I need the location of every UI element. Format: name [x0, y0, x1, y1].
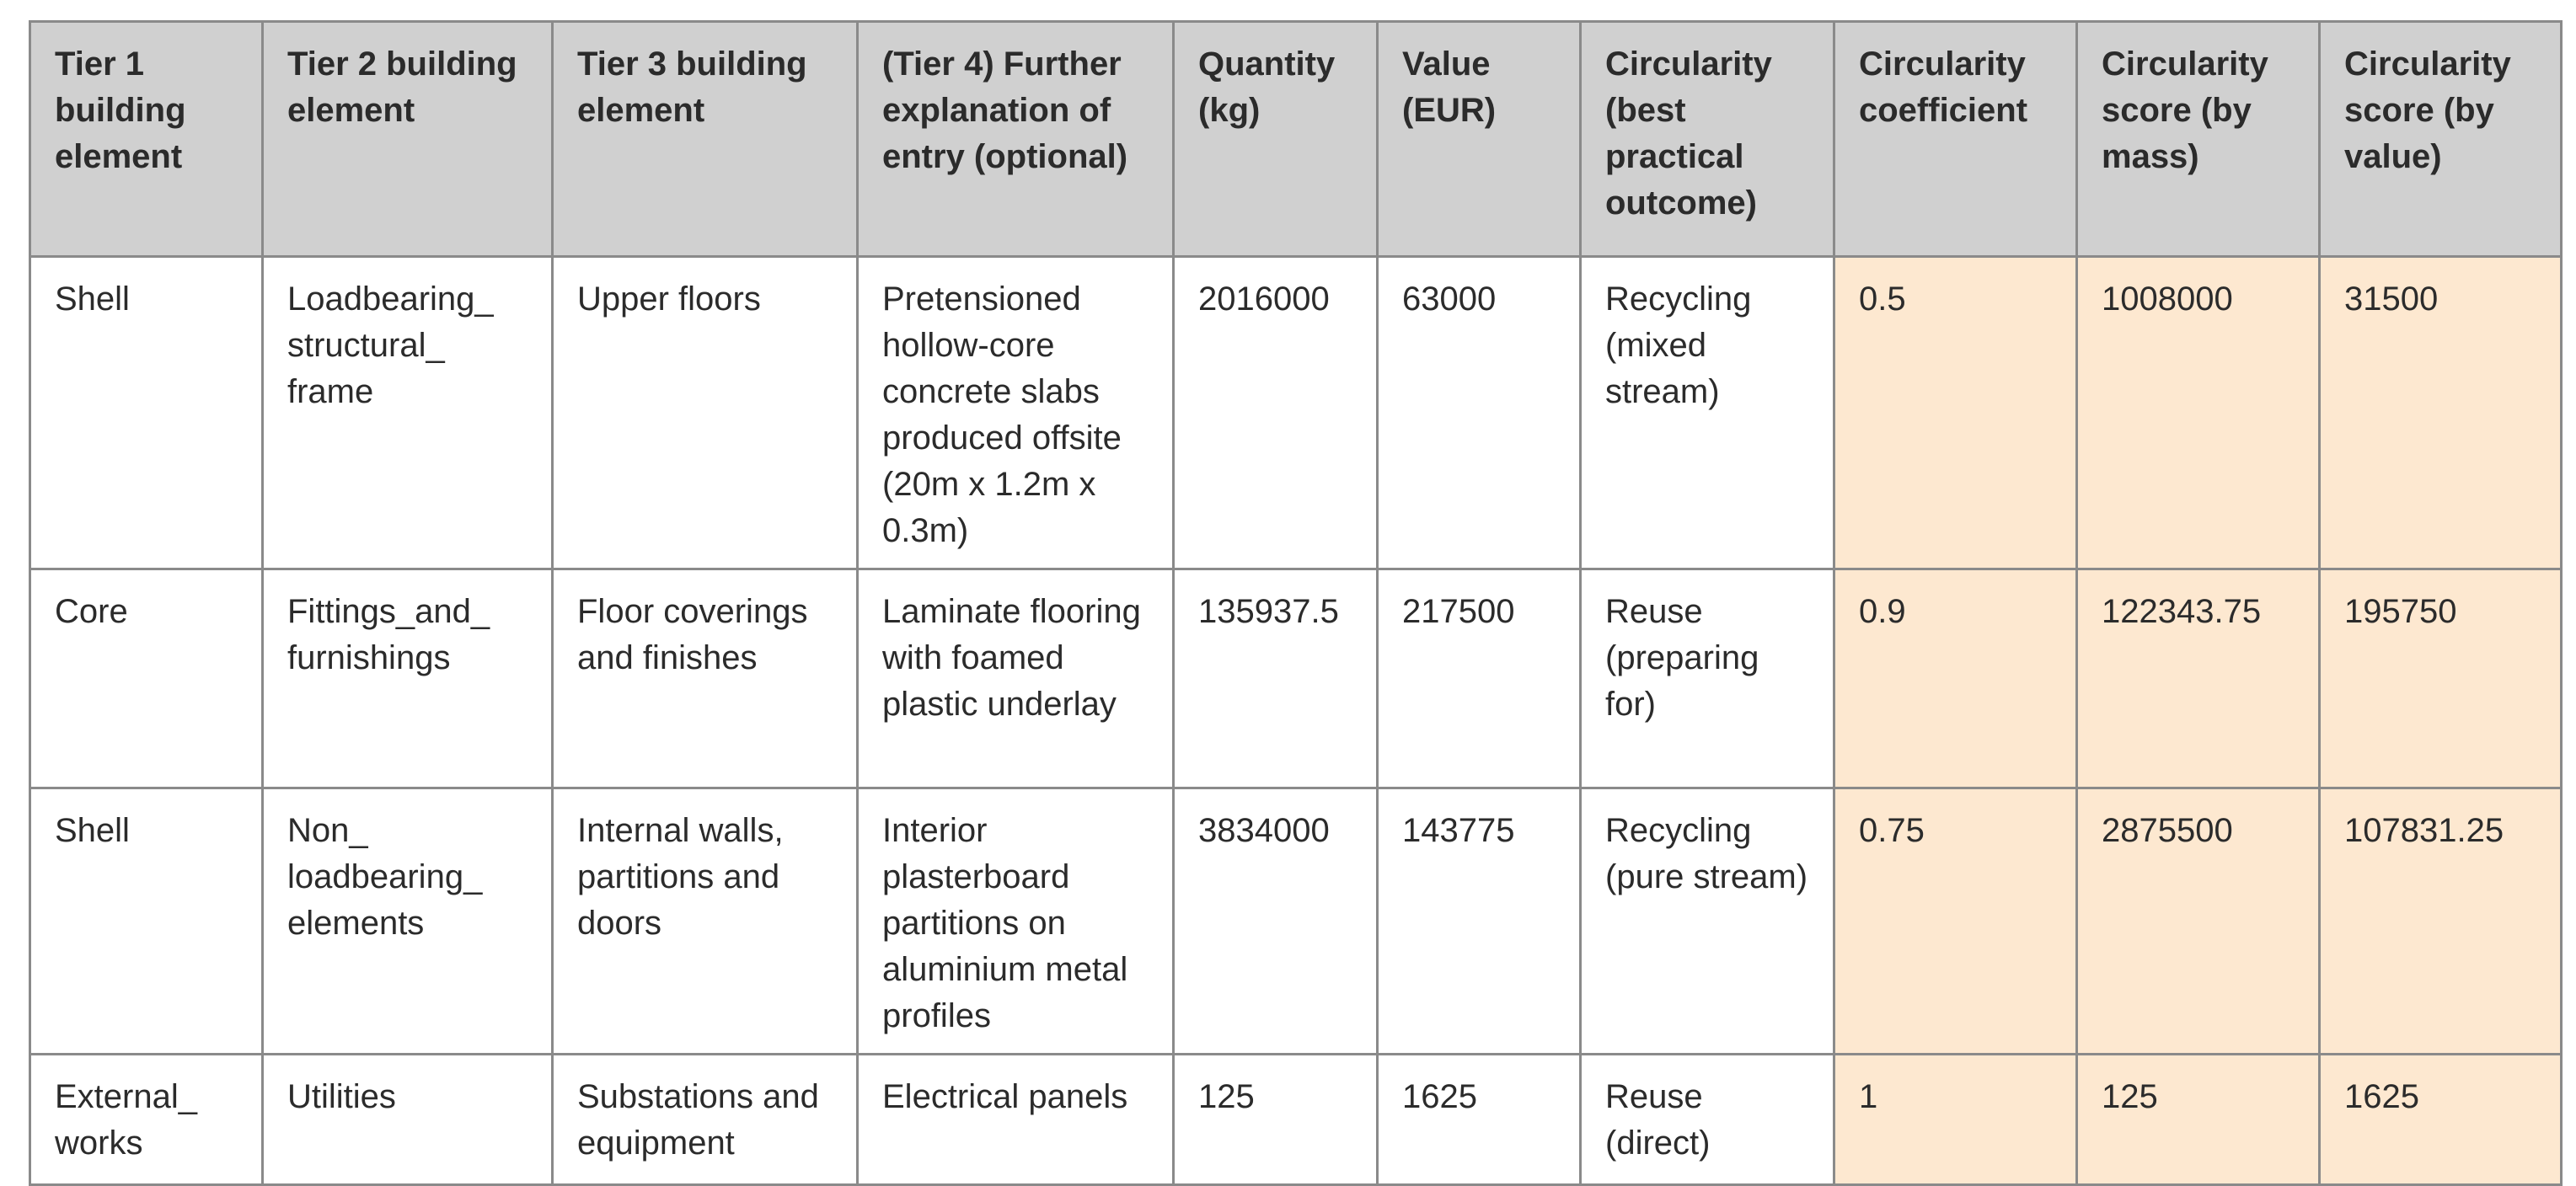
cell-circularity: Reuse (preparing for) — [1581, 569, 1834, 788]
cell-quantity: 135937.5 — [1174, 569, 1378, 788]
cell-tier1: Core — [30, 569, 263, 788]
cell-circularity: Recycling (pure stream) — [1581, 788, 1834, 1055]
cell-tier1: External_ works — [30, 1055, 263, 1185]
cell-score-mass: 122343.75 — [2077, 569, 2320, 788]
header-circularity: Circularity (best practical outcome) — [1581, 22, 1834, 257]
cell-tier4: Electrical panels — [858, 1055, 1174, 1185]
cell-score-value: 1625 — [2320, 1055, 2562, 1185]
circularity-table-container — [29, 20, 2560, 1186]
table-body — [30, 257, 2562, 1185]
cell-tier1: Shell — [30, 788, 263, 1055]
cell-coefficient: 0.9 — [1834, 569, 2077, 788]
cell-quantity: 125 — [1174, 1055, 1378, 1185]
cell-score-value: 107831.25 — [2320, 788, 2562, 1055]
cell-tier4: Interior plasterboard partitions on aluminium metal profiles — [858, 788, 1174, 1055]
cell-coefficient: 0.5 — [1834, 257, 2077, 569]
cell-coefficient: 1 — [1834, 1055, 2077, 1185]
table-row — [30, 788, 2562, 1055]
cell-tier2: Fittings_and_ furnishings — [263, 569, 553, 788]
cell-tier4: Pretensioned hollow-core concrete slabs produced offsite (20m x 1.2m x 0.3m) — [858, 257, 1174, 569]
cell-score-value: 195750 — [2320, 569, 2562, 788]
cell-tier3: Internal walls, partitions and doors — [553, 788, 858, 1055]
header-coefficient: Circularity coefficient — [1834, 22, 2077, 257]
header-tier3: Tier 3 building element — [553, 22, 858, 257]
cell-circularity: Reuse (direct) — [1581, 1055, 1834, 1185]
cell-score-value: 31500 — [2320, 257, 2562, 569]
cell-tier4: Laminate flooring with foamed plastic underlay — [858, 569, 1174, 788]
header-score-mass: Circularity score (by mass) — [2077, 22, 2320, 257]
cell-score-mass: 1008000 — [2077, 257, 2320, 569]
header-score-value: Circularity score (by value) — [2320, 22, 2562, 257]
header-value: Value (EUR) — [1378, 22, 1581, 257]
header-tier4: (Tier 4) Further explanation of entry (optional) — [858, 22, 1174, 257]
cell-value: 143775 — [1378, 788, 1581, 1055]
table-row — [30, 257, 2562, 569]
cell-tier1: Shell — [30, 257, 263, 569]
cell-circularity: Recycling (mixed stream) — [1581, 257, 1834, 569]
table-row — [30, 1055, 2562, 1185]
cell-quantity: 3834000 — [1174, 788, 1378, 1055]
cell-tier3: Upper floors — [553, 257, 858, 569]
cell-tier2: Utilities — [263, 1055, 553, 1185]
table-header — [30, 22, 2562, 257]
header-row — [30, 22, 2562, 257]
cell-coefficient: 0.75 — [1834, 788, 2077, 1055]
cell-value: 217500 — [1378, 569, 1581, 788]
cell-value: 1625 — [1378, 1055, 1581, 1185]
circularity-table — [29, 20, 2563, 1186]
cell-score-mass: 125 — [2077, 1055, 2320, 1185]
cell-tier3: Substations and equipment — [553, 1055, 858, 1185]
header-tier1: Tier 1 building element — [30, 22, 263, 257]
cell-tier3: Floor coverings and finishes — [553, 569, 858, 788]
cell-quantity: 2016000 — [1174, 257, 1378, 569]
table-row — [30, 569, 2562, 788]
cell-tier2: Loadbearing_ structural_ frame — [263, 257, 553, 569]
cell-tier2: Non_ loadbearing_ elements — [263, 788, 553, 1055]
header-quantity: Quantity (kg) — [1174, 22, 1378, 257]
header-tier2: Tier 2 building element — [263, 22, 553, 257]
cell-value: 63000 — [1378, 257, 1581, 569]
cell-score-mass: 2875500 — [2077, 788, 2320, 1055]
